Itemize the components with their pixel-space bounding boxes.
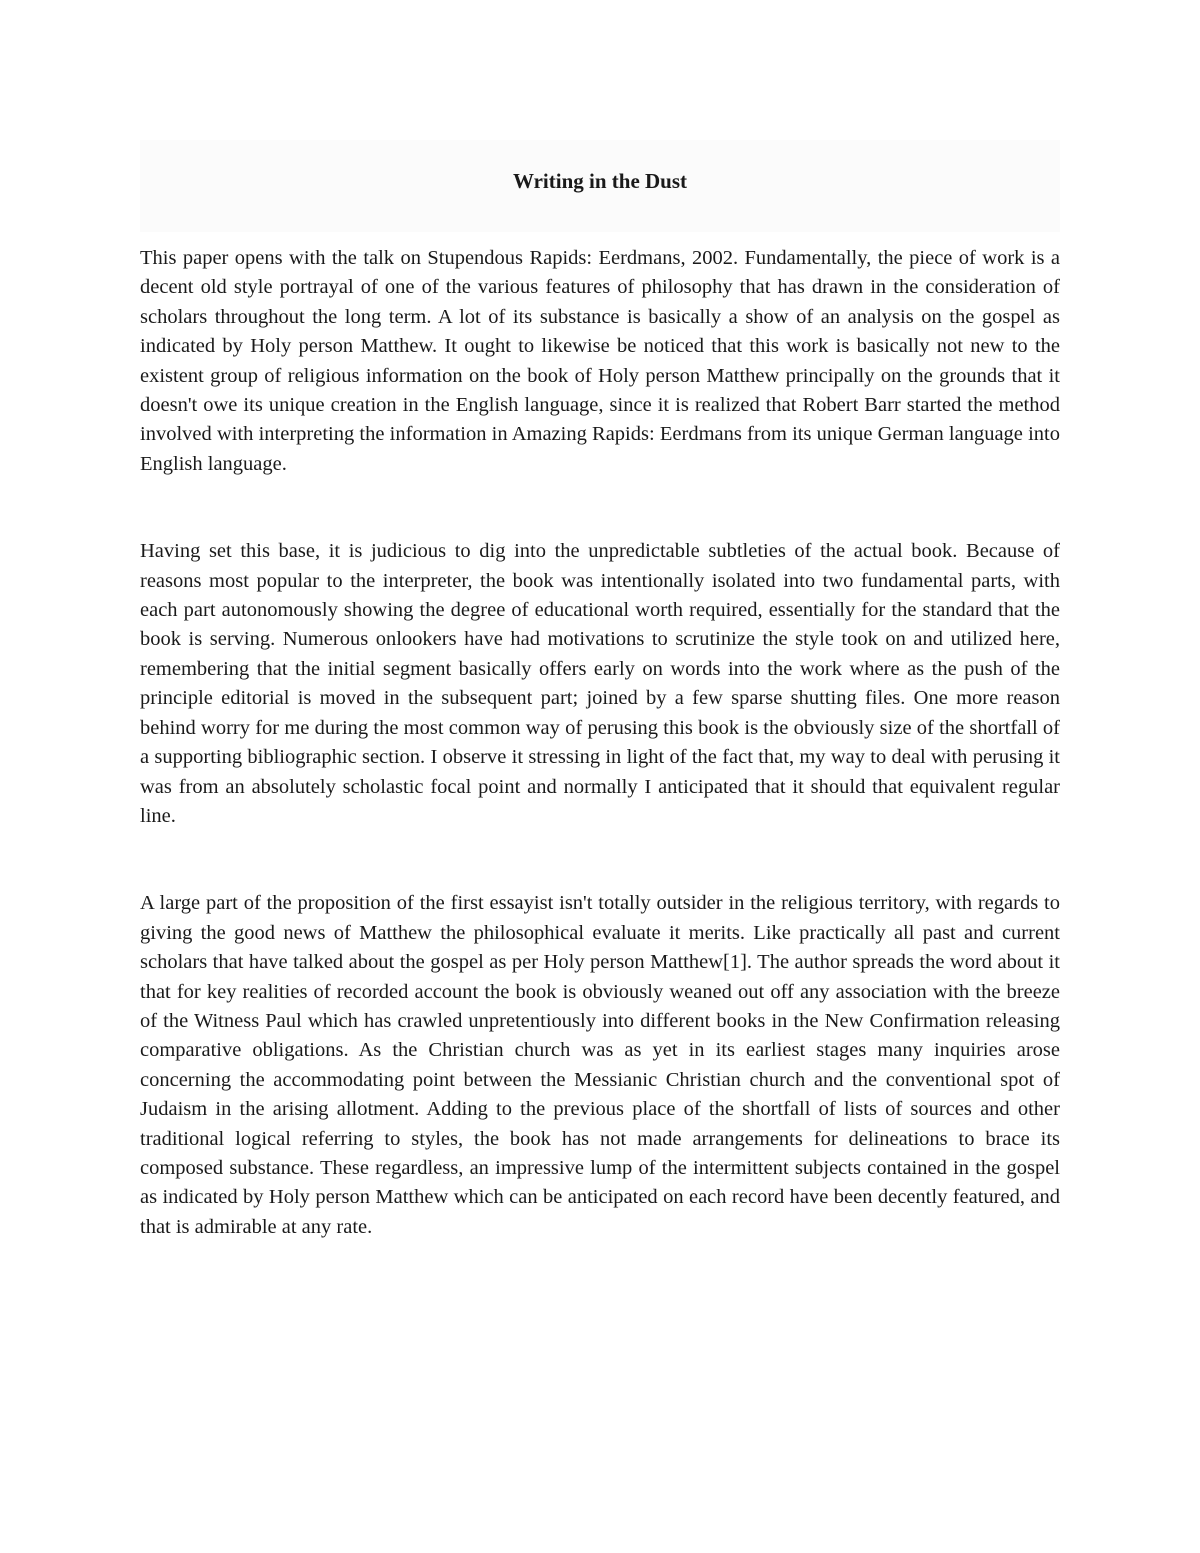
- document-title: Writing in the Dust: [512, 169, 688, 193]
- paragraph-2: Having set this base, it is judicious to dig into the unpredictable subtleties of the actual book. Because of reasons most popular to the interpreter, the book was intentionally isolated into two fundamental parts, with each part autonomously showing the degree of educational worth required, essentially for the standard that the book is serving. Numerous onlookers have had motivations to scrutinize the style took on and utilized here, remembering that the initial segment basically offers early on words into the work where as the push of the principle editorial is moved in the subsequent part; joined by a few sparse shutting files. One more reason behind worry for me during the most common way of perusing this book is the obviously size of the shortfall of a supporting bibliographic section. I observe it stressing in light of the fact that, my way to deal with perusing it was from an absolutely scholastic focal point and normally I anticipated that it should that equivalent regular line.: [140, 540, 1060, 827]
- paragraph-1: This paper opens with the talk on Stupendous Rapids: Eerdmans, 2002. Fundamentally, the piece of work is a decent old style portrayal of one of the various features of philosophy that has drawn in the consideration of scholars throughout the long term. A lot of its substance is basically a show of an analysis on the gospel as indicated by Holy person Matthew. It ought to likewise be noticed that this work is basically not new to the existent group of religious information on the book of Holy person Matthew principally on the grounds that it doesn't owe its unique creation in the English language, since it is realized that Robert Barr started the method involved with interpreting the information in Amazing Rapids: Eerdmans from its unique German language into English language.: [140, 247, 1060, 475]
- document-body: [140, 244, 1060, 1242]
- paragraph-3: A large part of the proposition of the first essayist isn't totally outsider in the religious territory, with regards to giving the good news of Matthew the philosophical evaluate it merits. Like practically all past and current scholars that have talked about the gospel as per Holy person Matthew[1]. The author spreads the word about it that for key realities of recorded account the book is obviously weaned out off any association with the breeze of the Witness Paul which has crawled unpretentiously into different books in the New Confirmation releasing comparative obligations. As the Christian church was as yet in its earliest stages many inquiries arose concerning the accommodating point between the Messianic Christian church and the conventional spot of Judaism in the arising allotment. Adding to the previous place of the shortfall of lists of sources and other traditional logical referring to styles, the book has not made arrangements for delineations to brace its composed substance. These regardless, an impressive lump of the intermittent subjects contained in the gospel as indicated by Holy person Matthew which can be anticipated on each record have been decently featured, and that is admirable at any rate.: [140, 892, 1060, 1238]
